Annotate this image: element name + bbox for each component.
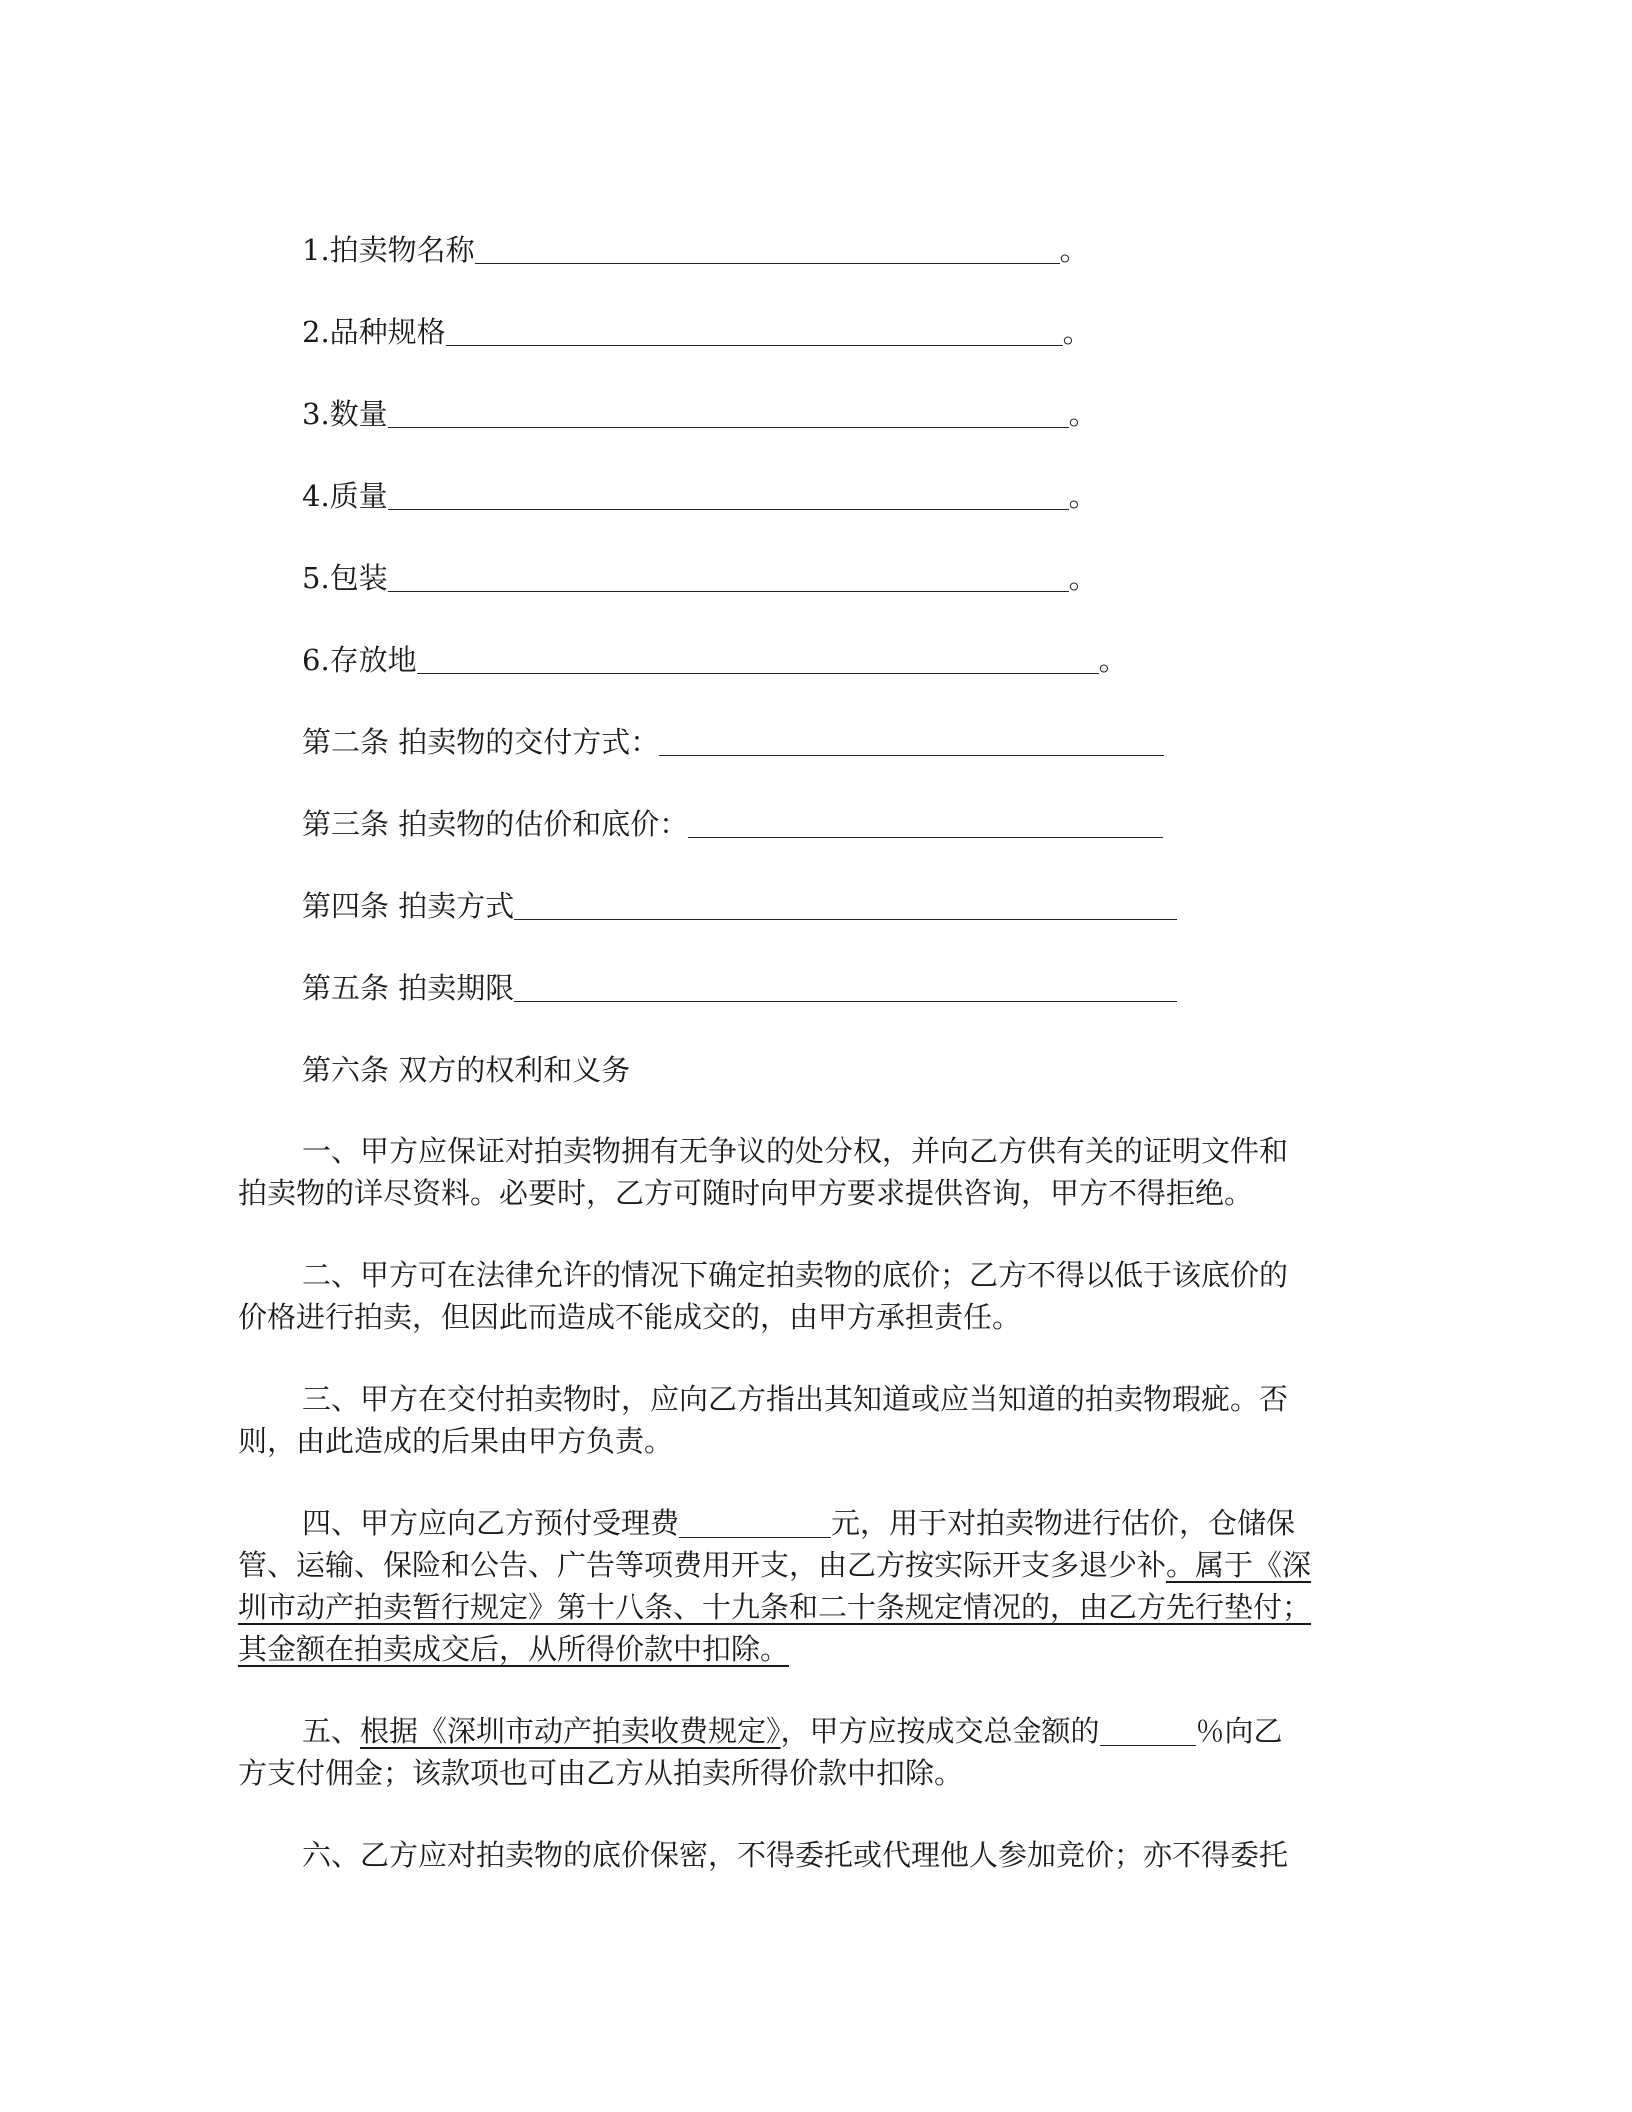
item-variety-spec: 2.品种规格 。 [302,315,1092,349]
fill-blank[interactable] [446,319,1063,346]
item-label: 2.品种规格 [302,315,446,349]
fill-blank[interactable] [388,565,1069,592]
commission-percent-blank[interactable] [1100,1715,1196,1746]
fill-blank[interactable] [417,647,1099,674]
item-label: 3.数量 [302,397,388,431]
article-2-delivery [302,724,1164,760]
fill-blank[interactable] [514,893,1177,920]
fee-blank[interactable] [679,1507,831,1538]
article-6-heading: 第六条 双方的权利和义务 [302,1053,631,1087]
item-label: 4.质量 [302,479,388,513]
fill-blank[interactable] [514,975,1177,1002]
item-label: 1.拍卖物名称 [302,233,475,267]
clause-1: 一、甲方应保证对拍卖物拥有无争议的处分权，并向乙方供有关的证明文件和 拍卖物的详尽资料。必要时，乙方可随时向甲方要求提供咨询，甲方不得拒绝。 [238,1134,1289,1210]
clause-3: 三、甲方在交付拍卖物时，应向乙方指出其知道或应当知道的拍卖物瑕疵。否 则，由此造成的后果由甲方负责。 [238,1382,1289,1458]
item-quality: 4.质量 。 [302,479,1098,513]
fill-blank[interactable] [688,811,1163,838]
item-storage-location: 6.存放地 。 [302,643,1128,677]
item-quantity: 3.数量 。 [302,397,1098,431]
article-label: 第二条 拍卖物的交付方式： [302,725,660,759]
article-label: 第五条 拍卖期限 [302,971,515,1005]
article-label: 第三条 拍卖物的估价和底价： [302,807,689,841]
clause-5: 五、根据《深圳市动产拍卖收费规定》，甲方应按成交总金额的 ％向乙 方支付佣金；该款项也可由乙方从拍卖所得价款中扣除。 [238,1714,1283,1790]
fill-blank[interactable] [388,401,1069,428]
clause-2: 二、甲方可在法律允许的情况下确定拍卖物的底价；乙方不得以低于该底价的 价格进行拍卖，但因此而造成不能成交的，由甲方承担责任。 [238,1258,1289,1334]
item-auction-name: 1.拍卖物名称 。 [302,233,1089,267]
article-4-method [302,888,1177,924]
item-label: 6.存放地 [302,643,417,677]
clause-6: 六、乙方应对拍卖物的底价保密，不得委托或代理他人参加竞价；亦不得委托 [302,1838,1289,1872]
fill-blank[interactable] [388,483,1069,510]
clause-4: 四、甲方应向乙方预付受理费 元，用于对拍卖物进行估价，仓储保 管、运输、保险和公告、广告等项费用开支，由乙方按实际开支多退少补。属于《深 圳市动产拍卖暂行规定》第十八条、十九条和二十条规定情况的，由乙方先行垫付； 其金额在拍卖成交后，从所得价款中扣除。 [238,1506,1312,1666]
item-label: 5.包装 [302,561,388,595]
article-3-valuation [302,806,1163,842]
article-label: 第四条 拍卖方式 [302,889,515,923]
fill-blank[interactable] [475,237,1060,264]
article-5-period [302,970,1177,1006]
item-packaging: 5.包装 。 [302,561,1098,595]
fill-blank[interactable] [659,729,1164,756]
